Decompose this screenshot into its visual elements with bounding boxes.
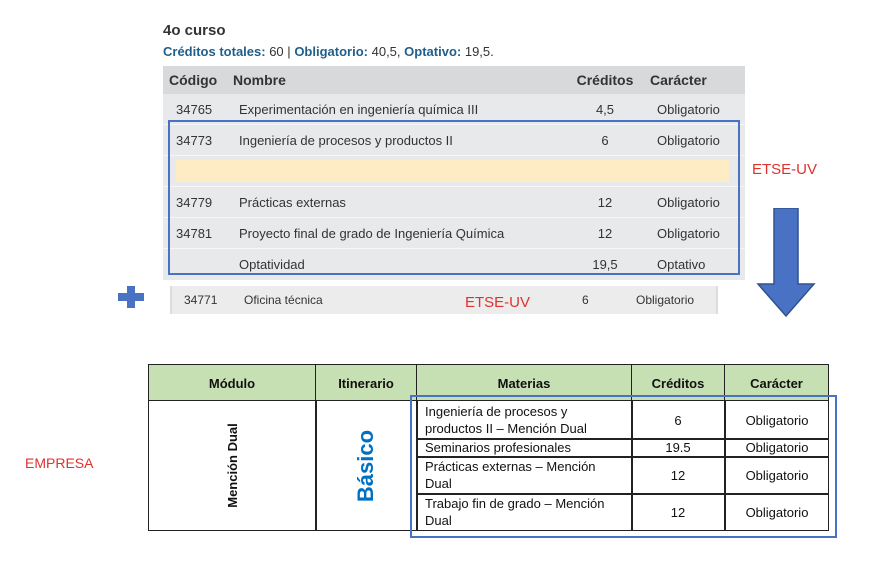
- credits-cell: 6: [674, 412, 682, 428]
- header-materias: Materias: [417, 365, 632, 401]
- row-credits: 12: [597, 225, 613, 241]
- row-name: Optatividad: [239, 257, 305, 272]
- etse-uv-label-middle: ETSE-UV: [465, 294, 531, 311]
- row-credits: 12: [597, 194, 613, 210]
- row-character: Obligatorio: [636, 293, 695, 307]
- character-cell: Obligatorio: [745, 412, 809, 428]
- row-credits: 4,5: [595, 101, 615, 117]
- header-creditos: Créditos: [632, 365, 725, 401]
- character-cell: Obligatorio: [745, 440, 809, 455]
- header-modulo: Módulo: [149, 365, 316, 401]
- header-caracter: Carácter: [750, 375, 803, 391]
- optativo-value: 19,5.: [464, 44, 494, 59]
- extra-course-row: [170, 286, 718, 314]
- header-creditos: Créditos: [576, 72, 634, 88]
- obligatorio-value: 40,5,: [371, 44, 401, 59]
- row-name: Oficina técnica: [244, 293, 323, 307]
- modulo-value: Mención Dual: [224, 423, 240, 508]
- character-cell: Obligatorio: [745, 504, 809, 520]
- modulo-cell: [149, 401, 315, 530]
- materia-cell: Ingeniería de procesos y productos II – Mención Dual: [425, 404, 587, 436]
- optativo-label: Optativo:: [404, 44, 462, 59]
- summary-separator: |: [287, 44, 291, 59]
- etse-selection-box: [168, 120, 740, 275]
- total-credits-label: Créditos totales:: [163, 44, 266, 59]
- character-cell: Obligatorio: [745, 467, 809, 483]
- materia-cell: Prácticas externas – Mención Dual: [425, 459, 596, 491]
- etse-uv-label-right: ETSE-UV: [752, 161, 818, 178]
- row-character: Obligatorio: [657, 101, 720, 117]
- header-nombre: Nombre: [233, 72, 286, 88]
- row-credits: 6: [582, 293, 589, 307]
- row-credits: 19,5: [592, 257, 618, 272]
- empresa-label: EMPRESA: [25, 455, 94, 471]
- header-itinerario: Itinerario: [316, 365, 417, 401]
- credits-cell: 19.5: [665, 440, 691, 455]
- row-code: 34765: [176, 101, 213, 117]
- header-caracter: Carácter: [650, 72, 707, 88]
- row-credits: 6: [601, 132, 609, 148]
- materia-cell: Seminarios profesionales: [425, 440, 571, 455]
- row-character: Optativo: [657, 257, 706, 272]
- credits-cell: 12: [670, 504, 686, 520]
- row-character: Obligatorio: [657, 132, 720, 148]
- course-summary: [163, 44, 494, 59]
- row-name: Prácticas externas: [239, 194, 346, 210]
- row-character: Obligatorio: [657, 194, 720, 210]
- row-name: Experimentación en ingeniería química III: [239, 101, 479, 117]
- obligatorio-label: Obligatorio:: [294, 44, 368, 59]
- materia-cell: Trabajo fin de grado – Mención Dual: [425, 496, 605, 528]
- row-character: Obligatorio: [657, 225, 720, 241]
- row-code: 34779: [176, 194, 213, 210]
- total-credits-value: 60: [269, 44, 284, 59]
- header-codigo: Código: [169, 72, 218, 88]
- down-arrow-icon: [756, 208, 816, 318]
- row-name: Ingeniería de procesos y productos II: [239, 132, 453, 148]
- row-name: Proyecto final de grado de Ingeniería Química: [239, 225, 505, 241]
- credits-cell: 12: [670, 467, 686, 483]
- row-code: 34781: [176, 225, 213, 241]
- course-title: 4o curso: [163, 22, 226, 39]
- row-code: 34773: [176, 132, 213, 148]
- plus-icon-bar: [118, 293, 144, 301]
- itinerario-cell: [316, 401, 416, 530]
- itinerario-value: Básico: [353, 429, 378, 502]
- course-table-header: [163, 66, 745, 94]
- empresa-selection-box: [410, 395, 837, 538]
- row-code: 34771: [184, 293, 218, 307]
